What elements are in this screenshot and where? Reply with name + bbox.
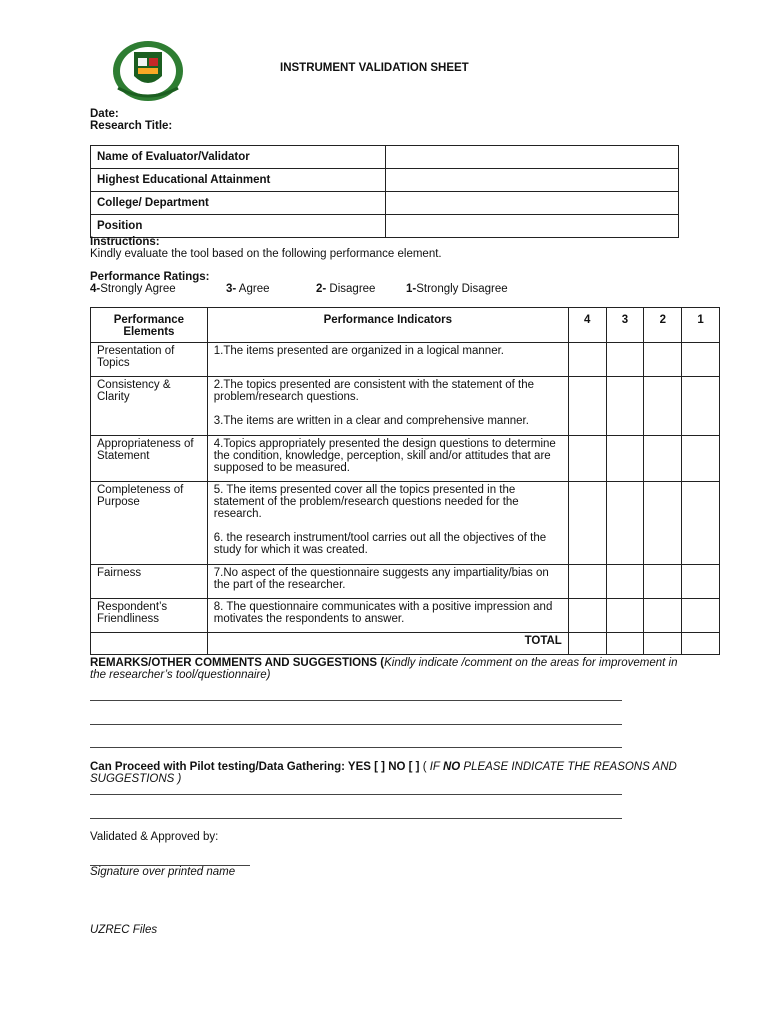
rating-1-num: 1-: [406, 283, 417, 295]
date-label: Date:: [90, 108, 119, 120]
rating-cell-2[interactable]: [644, 599, 682, 633]
indicator-text: 1.The items presented are organized in a logical manner.: [213, 345, 504, 357]
rating-cell-4[interactable]: [568, 377, 606, 436]
table-row: [91, 436, 720, 482]
element-cell: Respondent’s Friendliness: [91, 599, 208, 633]
indicator-cell: [207, 377, 568, 436]
total-label: TOTAL: [207, 633, 568, 655]
header-rating-1: 1: [682, 308, 720, 343]
remarks-line[interactable]: [90, 700, 622, 701]
remarks-bold: REMARKS/OTHER COMMENTS AND SUGGESTIONS (: [90, 657, 385, 669]
rating-3-num: 3-: [226, 283, 237, 295]
instructions-label: Instructions:: [90, 236, 160, 248]
rating-2-num: 2-: [316, 283, 327, 295]
evaluator-name-field[interactable]: [386, 146, 679, 169]
indicator-cell: [207, 565, 568, 599]
indicator-text: 7.No aspect of the questionnaire suggests any impartiality/bias on the part of the researcher.: [213, 567, 549, 591]
rating-cell-2[interactable]: [644, 482, 682, 565]
department-field[interactable]: [386, 192, 679, 215]
department-label: College/ Department: [91, 192, 386, 215]
total-blank-cell: [91, 633, 208, 655]
validated-label: Validated & Approved by:: [90, 831, 219, 843]
remarks-italic: Kindly indicate /comment on the areas for improvement in the researcher’s tool/questionnaire): [90, 657, 678, 681]
rating-cell-4[interactable]: [568, 482, 606, 565]
header-indicators: Performance Indicators: [207, 308, 568, 343]
rating-cell-1[interactable]: [682, 343, 720, 377]
indicator-text: 8. The questionnaire communicates with a positive impression and motivates the respondents to answer.: [213, 601, 553, 625]
signature-label: Signature over printed name: [90, 866, 236, 878]
info-row: [91, 169, 679, 192]
ratings-legend: [90, 283, 690, 297]
table-row: [91, 377, 720, 436]
remarks-line[interactable]: [90, 724, 622, 725]
indicator-text: 5. The items presented cover all the topics presented in the statement of the problem/research questions needed for the research.: [213, 484, 519, 520]
rating-cell-2[interactable]: [644, 565, 682, 599]
table-row: [91, 599, 720, 633]
table-row: [91, 565, 720, 599]
pilot-question: [90, 761, 680, 785]
pilot-bold: Can Proceed with Pilot testing/Data Gathering: YES [ ] NO [ ]: [90, 761, 420, 773]
pilot-paren: (: [419, 761, 430, 773]
rating-cell-1[interactable]: [682, 436, 720, 482]
rating-cell-3[interactable]: [606, 436, 644, 482]
info-row: [91, 192, 679, 215]
indicator-text: 6. the research instrument/tool carries out all the objectives of the study for which it was created.: [213, 532, 547, 556]
indicator-cell: [207, 343, 568, 377]
university-seal-logo: [112, 40, 184, 102]
table-header-row: [91, 308, 720, 343]
indicator-cell: [207, 436, 568, 482]
position-field[interactable]: [386, 215, 679, 238]
table-row: [91, 482, 720, 565]
info-row: [91, 215, 679, 238]
pilot-italic-1: IF: [429, 761, 443, 773]
rating-4-text: Strongly Agree: [100, 283, 176, 295]
remarks-heading: [90, 657, 680, 681]
header-rating-3: 3: [606, 308, 644, 343]
header-elements: Performance Elements: [91, 308, 208, 343]
evaluator-info-table: [90, 145, 679, 238]
total-row: [91, 633, 720, 655]
evaluation-table: [90, 307, 720, 655]
education-field[interactable]: [386, 169, 679, 192]
rating-2-text: Disagree: [326, 283, 376, 295]
element-cell: Consistency & Clarity: [91, 377, 208, 436]
rating-cell-4[interactable]: [568, 343, 606, 377]
indicator-text: 4.Topics appropriately presented the design questions to determine the condition, knowledge, perception, skill and/or attitudes that are supposed to be measured.: [213, 438, 556, 474]
position-label: Position: [91, 215, 386, 238]
rating-cell-3[interactable]: [606, 482, 644, 565]
header-rating-2: 2: [644, 308, 682, 343]
info-row: [91, 146, 679, 169]
research-title-label: Research Title:: [90, 120, 173, 132]
rating-cell-3[interactable]: [606, 377, 644, 436]
indicator-text: 3.The items are written in a clear and comprehensive manner.: [213, 415, 529, 427]
pilot-no: NO: [442, 761, 461, 773]
rating-cell-4[interactable]: [568, 565, 606, 599]
total-cell-1[interactable]: [682, 633, 720, 655]
indicator-text: 2.The topics presented are consistent with the statement of the problem/research questions.: [213, 379, 535, 403]
rating-cell-3[interactable]: [606, 343, 644, 377]
rating-3-text: Agree: [236, 283, 270, 295]
header-rating-4: 4: [568, 308, 606, 343]
rating-cell-2[interactable]: [644, 377, 682, 436]
indicator-cell: [207, 482, 568, 565]
total-cell-2[interactable]: [644, 633, 682, 655]
document-title: INSTRUMENT VALIDATION SHEET: [280, 62, 469, 74]
evaluator-name-label: Name of Evaluator/Validator: [91, 146, 386, 169]
element-cell: Completeness of Purpose: [91, 482, 208, 565]
rating-cell-3[interactable]: [606, 565, 644, 599]
pilot-italic-2: PLEASE INDICATE THE REASONS AND SUGGESTIONS ): [90, 761, 677, 785]
total-cell-3[interactable]: [606, 633, 644, 655]
rating-4-num: 4-: [90, 283, 101, 295]
rating-cell-3[interactable]: [606, 599, 644, 633]
rating-cell-1[interactable]: [682, 599, 720, 633]
rating-cell-2[interactable]: [644, 343, 682, 377]
ratings-label: Performance Ratings:: [90, 271, 210, 283]
rating-1-text: Strongly Disagree: [416, 283, 508, 295]
instructions-text: Kindly evaluate the tool based on the following performance element.: [90, 248, 442, 260]
footer-text: UZREC Files: [90, 924, 158, 936]
rating-cell-4[interactable]: [568, 436, 606, 482]
rating-cell-1[interactable]: [682, 482, 720, 565]
element-cell: Presentation of Topics: [91, 343, 208, 377]
rating-cell-1[interactable]: [682, 377, 720, 436]
total-cell-4[interactable]: [568, 633, 606, 655]
pilot-line[interactable]: [90, 818, 622, 819]
element-cell: Fairness: [91, 565, 208, 599]
pilot-line[interactable]: [90, 794, 622, 795]
rating-cell-1[interactable]: [682, 565, 720, 599]
element-cell: Appropriateness of Statement: [91, 436, 208, 482]
indicator-cell: [207, 599, 568, 633]
remarks-line[interactable]: [90, 747, 622, 748]
rating-cell-4[interactable]: [568, 599, 606, 633]
education-label: Highest Educational Attainment: [91, 169, 386, 192]
rating-cell-2[interactable]: [644, 436, 682, 482]
table-row: [91, 343, 720, 377]
